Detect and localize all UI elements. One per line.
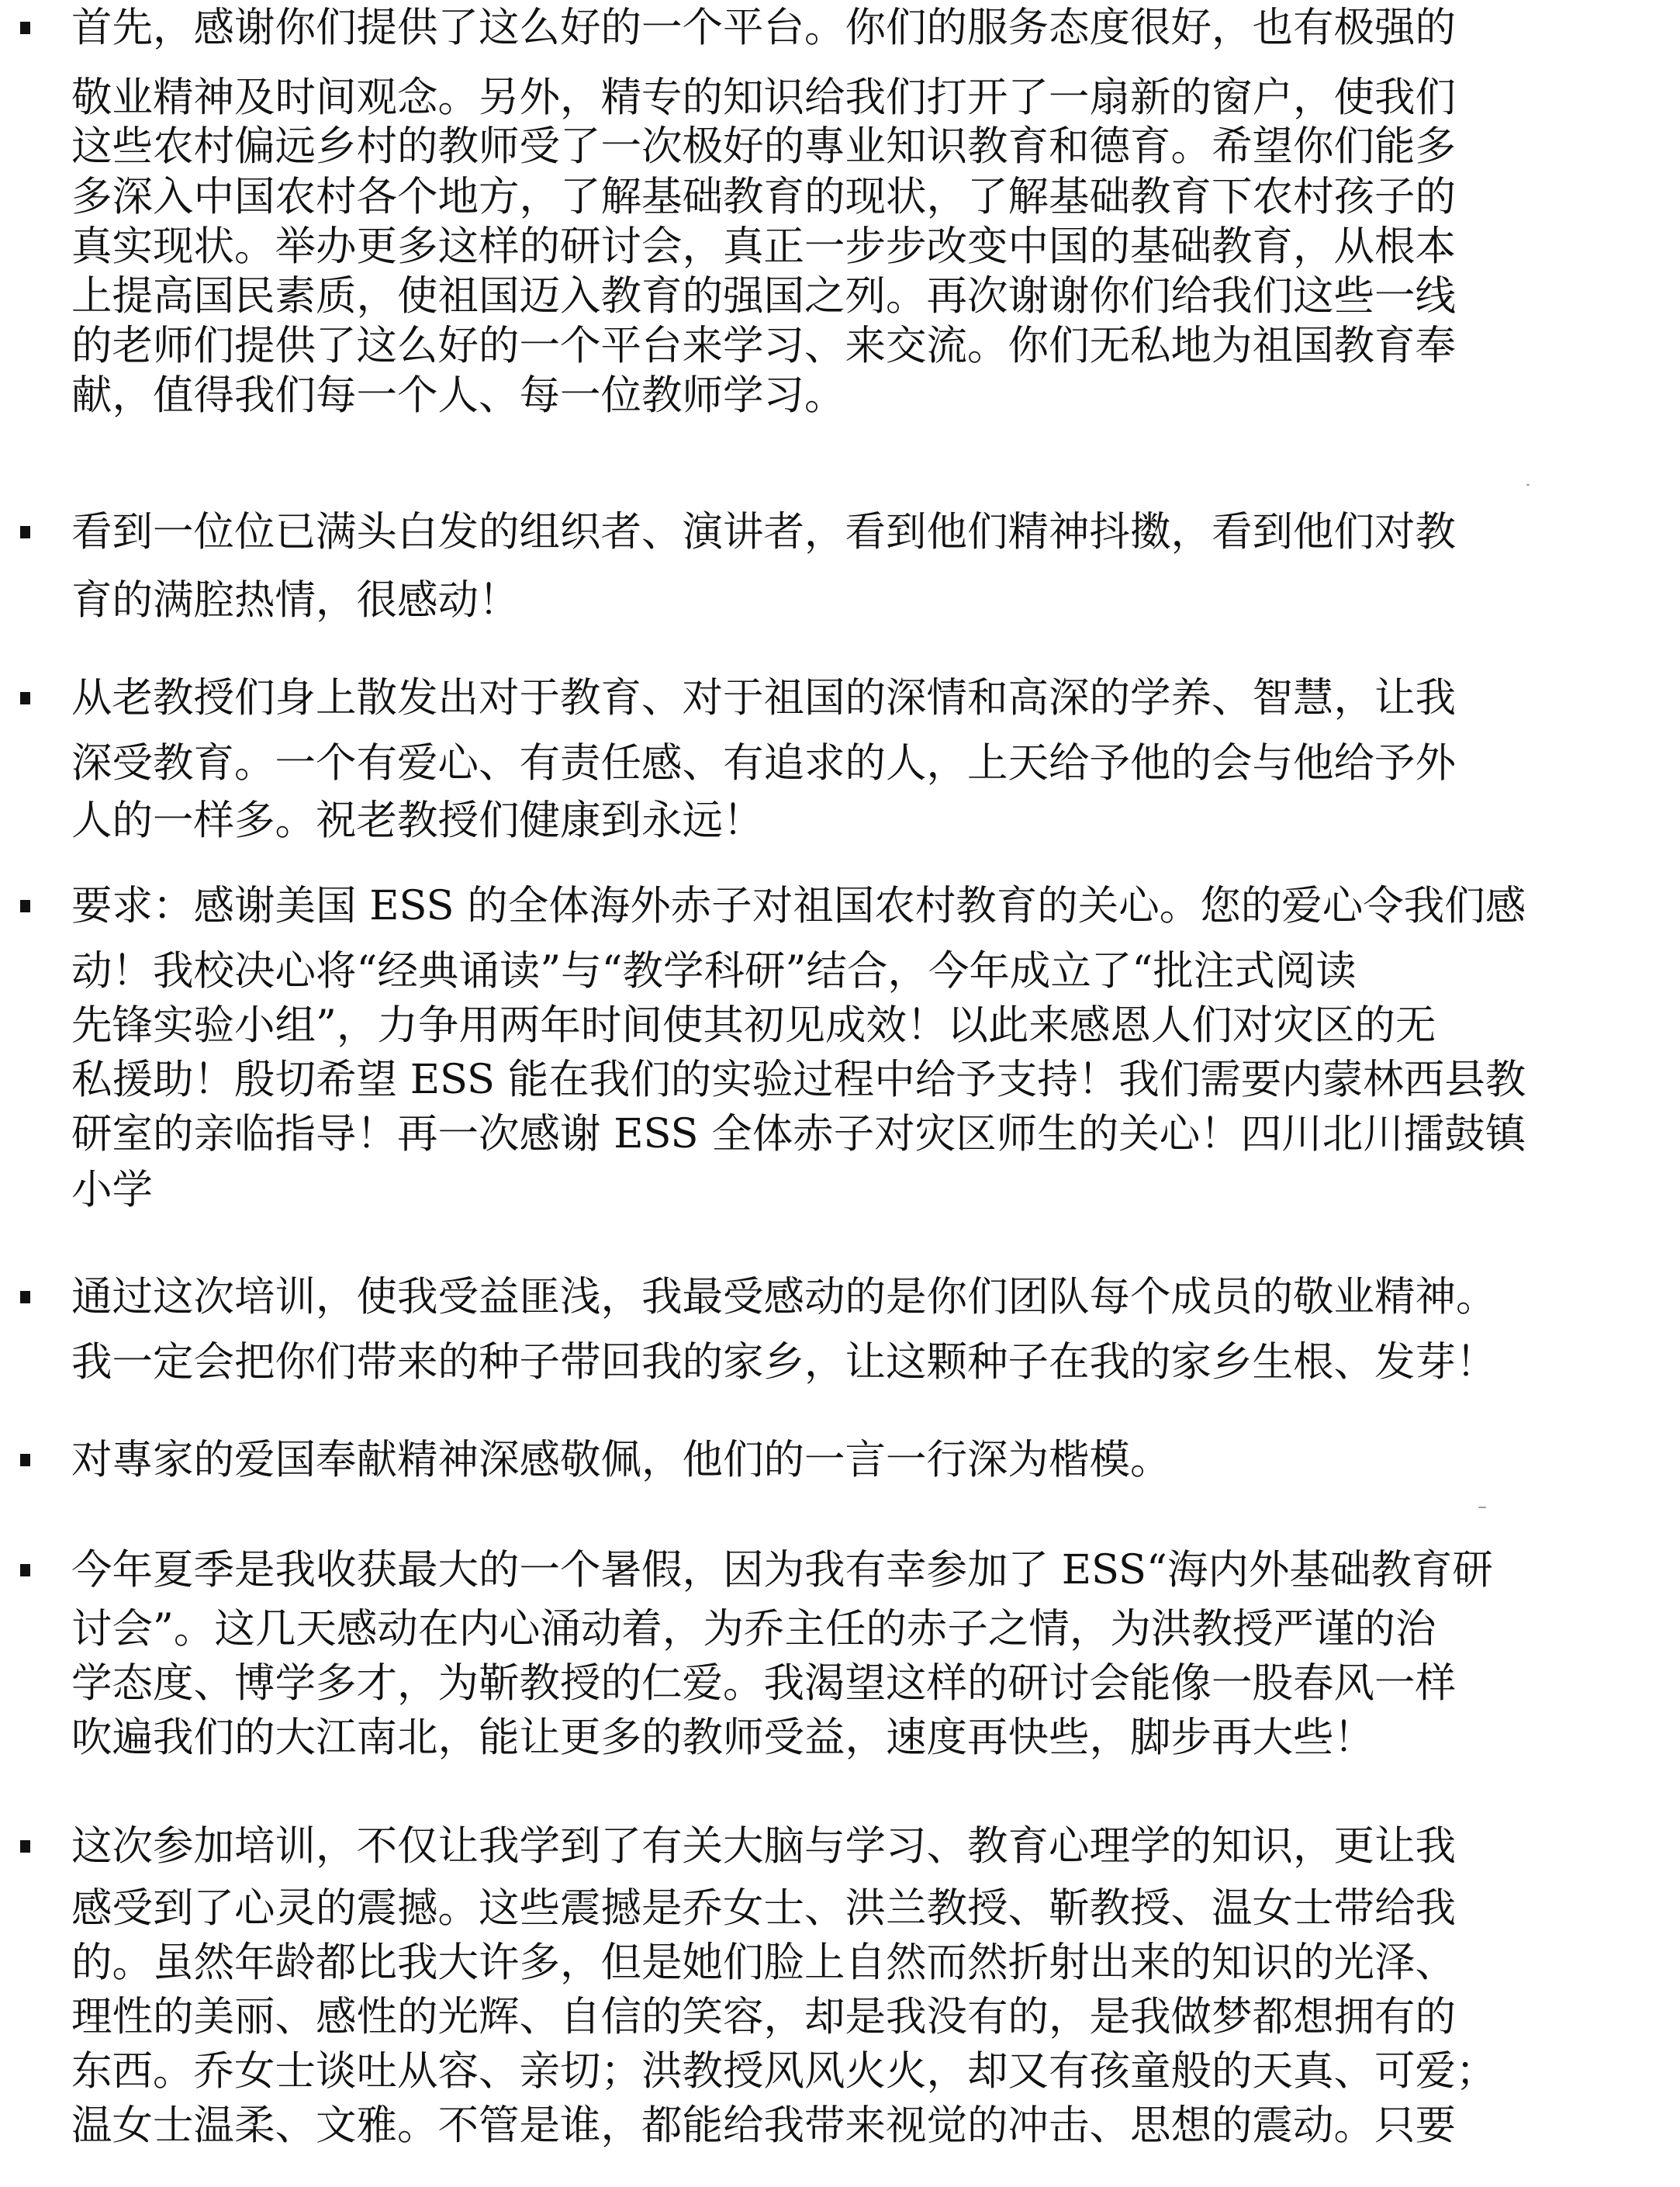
- bullet-icon: [20, 22, 30, 34]
- feedback-line: 对專家的爱国奉献精神深感敬佩，他们的一言一行深为楷模。: [71, 1436, 1171, 1483]
- feedback-line: 讨会”。这几天感动在内心涌动着，为乔主任的赤子之情，为洪教授严谨的治: [71, 1605, 1436, 1652]
- feedback-line: 今年夏季是我收获最大的一个暑假，因为我有幸参加了 ESS“海内外基础教育研: [71, 1546, 1493, 1594]
- feedback-line: 首先，感谢你们提供了这么好的一个平台。你们的服务态度很好，也有极强的: [71, 4, 1457, 51]
- feedback-line: 东西。乔女士谈吐从容、亲切；洪教授风风火火，却又有孩童般的天真、可爱；: [71, 2047, 1497, 2095]
- bullet-icon: [20, 1564, 30, 1576]
- scan-speck: [1526, 484, 1530, 486]
- feedback-line: 真实现状。举办更多这样的研讨会，真正一步步改变中国的基础教育，从根本: [71, 223, 1457, 270]
- feedback-line: 的。虽然年龄都比我大许多，但是她们脸上自然而然折射出来的知识的光泽、: [71, 1939, 1457, 1986]
- bullet-icon: [20, 900, 30, 912]
- feedback-line: 先锋实验小组”，力争用两年时间使其初见成效！以此来感恩人们对灾区的无: [71, 1002, 1436, 1049]
- feedback-line: 的老师们提供了这么好的一个平台来学习、来交流。你们无私地为祖国教育奉: [71, 322, 1457, 369]
- feedback-line: 小学: [71, 1166, 154, 1213]
- feedback-line: 上提高国民素质，使祖国迈入教育的强国之列。再次谢谢你们给我们这些一线: [71, 272, 1457, 320]
- feedback-line: 敬业精神及时间观念。另外，精专的知识给我们打开了一扇新的窗户，使我们: [71, 74, 1457, 121]
- feedback-line: 多深入中国农村各个地方，了解基础教育的现状，了解基础教育下农村孩子的: [71, 173, 1457, 220]
- feedback-line: 看到一位位已满头白发的组织者、演讲者，看到他们精神抖擞，看到他们对教: [71, 508, 1457, 555]
- feedback-line: 人的一样多。祝老教授们健康到永远！: [71, 797, 764, 844]
- feedback-line: 学态度、博学多才，为靳教授的仁爱。我渴望这样的研讨会能像一股春风一样: [71, 1659, 1457, 1707]
- feedback-line: 研室的亲临指导！再一次感谢 ESS 全体赤子对灾区师生的关心！四川北川擂鼓镇: [71, 1110, 1526, 1158]
- bullet-icon: [20, 1291, 30, 1303]
- feedback-line: 温女士温柔、文雅。不管是谁，都能给我带来视觉的冲击、思想的震动。只要: [71, 2102, 1457, 2149]
- feedback-line: 感受到了心灵的震撼。这些震撼是乔女士、洪兰教授、靳教授、温女士带给我: [71, 1884, 1457, 1932]
- feedback-line: 私援助！殷切希望 ESS 能在我们的实验过程中给予支持！我们需要内蒙林西县教: [71, 1056, 1526, 1103]
- bullet-icon: [20, 1454, 30, 1466]
- feedback-line: 育的满腔热情，很感动！: [71, 576, 520, 624]
- feedback-line: 理性的美丽、感性的光辉、自信的笑容，却是我没有的，是我做梦都想拥有的: [71, 1993, 1457, 2040]
- scan-speck: [1478, 1507, 1486, 1508]
- feedback-line: 从老教授们身上散发出对于教育、对于祖国的深情和高深的学养、智慧，让我: [71, 674, 1457, 722]
- feedback-line: 献，值得我们每一个人、每一位教师学习。: [71, 372, 845, 419]
- feedback-line: 这次参加培训，不仅让我学到了有关大脑与学习、教育心理学的知识，更让我: [71, 1822, 1457, 1870]
- feedback-line: 我一定会把你们带来的种子带回我的家乡，让这颗种子在我的家乡生根、发芽！: [71, 1338, 1497, 1386]
- feedback-line: 通过这次培训，使我受益匪浅，我最受感动的是你们团队每个成员的敬业精神。: [71, 1273, 1497, 1320]
- bullet-icon: [20, 1840, 30, 1853]
- feedback-line: 要求：感谢美国 ESS 的全体海外赤子对祖国农村教育的关心。您的爱心令我们感: [71, 882, 1526, 929]
- feedback-line: 这些农村偏远乡村的教师受了一次极好的專业知识教育和德育。希望你们能多: [71, 123, 1457, 170]
- bullet-icon: [20, 526, 30, 538]
- feedback-line: 吹遍我们的大江南北，能让更多的教师受益，速度再快些，脚步再大些！: [71, 1714, 1375, 1761]
- feedback-line: 动！我校决心将“经典诵读”与“教学科研”结合，今年成立了“批注式阅读: [71, 947, 1357, 995]
- feedback-line: 深受教育。一个有爱心、有责任感、有追求的人，上天给予他的会与他给予外: [71, 739, 1457, 787]
- bullet-icon: [20, 692, 30, 704]
